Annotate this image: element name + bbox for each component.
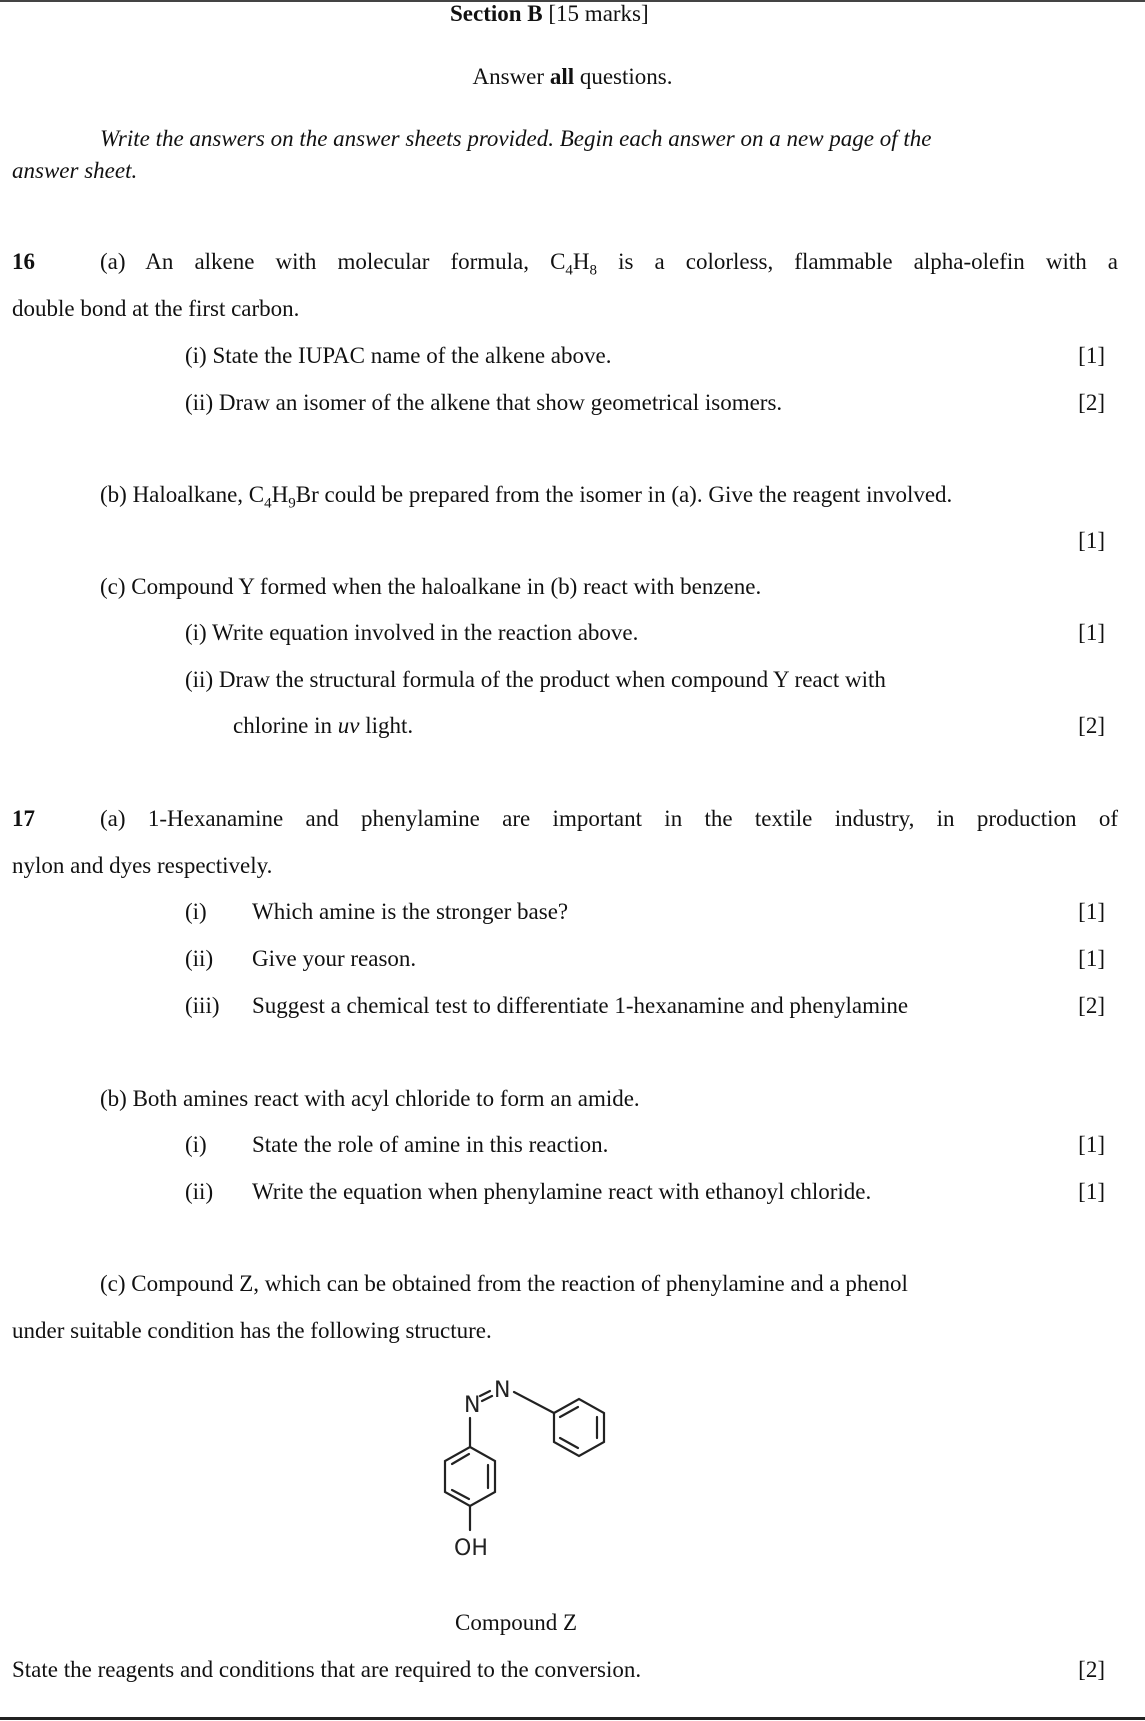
q17-b-i-number: (i) — [185, 1132, 207, 1157]
q17-a-i-number: (i) — [185, 899, 207, 924]
q17-c-line-2: under suitable condition has the following structure. — [12, 1318, 492, 1343]
q17-a-i: Which amine is the stronger base? — [252, 899, 569, 924]
answer-all-line — [0, 63, 1145, 91]
n-to-ring-bond — [514, 1392, 554, 1413]
q16-b-mid: H — [271, 482, 289, 507]
q16-b-sub-2: 9 — [288, 495, 296, 512]
q16-c-ii-pre: chlorine in — [233, 713, 338, 738]
q16-a-text-mid: H — [572, 249, 590, 274]
q16-b-mark: [1] — [1078, 528, 1105, 553]
q16-a-line-1 — [100, 248, 1118, 285]
section-title: Section B — [450, 1, 543, 26]
q16-c-i-mark: [1] — [1078, 620, 1105, 645]
q17-b: (b) Both amines react with acyl chloride to form an amide. — [100, 1086, 640, 1111]
q17-b-i-mark: [1] — [1078, 1132, 1105, 1157]
q16-a-i: (i) State the IUPAC name of the alkene above. — [185, 343, 612, 368]
q17-final-mark: [2] — [1078, 1657, 1105, 1682]
q16-c-ii-uv: uv — [337, 713, 360, 738]
instruction-line-1: Write the answers on the answer sheets provided. Begin each answer on a new page of the — [100, 126, 932, 151]
answer-all-pre: Answer — [472, 64, 545, 89]
q17-a-line-2: nylon and dyes respectively. — [12, 853, 273, 878]
bottom-rule — [0, 1717, 1145, 1720]
q17-a-ii: Give your reason. — [252, 946, 417, 971]
q17-a-iii: Suggest a chemical test to differentiate 1-hexanamine and phenylamine — [252, 993, 909, 1018]
q16-a-ii: (ii) Draw an isomer of the alkene that show geometrical isomers. — [185, 390, 783, 415]
q16-a-text-post: is a colorless, flammable alpha-olefin with a — [597, 249, 1118, 274]
q16-c-ii-line-2 — [233, 712, 413, 740]
q16-b-pre: (b) Haloalkane, C — [100, 482, 265, 507]
q16-c-i: (i) Write equation involved in the reaction above. — [185, 620, 639, 645]
q16-c: (c) Compound Y formed when the haloalkane in (b) react with benzene. — [100, 574, 762, 599]
q17-b-i: State the role of amine in this reaction. — [252, 1132, 609, 1157]
q17-a-ii-number: (ii) — [185, 946, 214, 971]
q16-c-ii-line-1: (ii) Draw the structural formula of the product when compound Y react with — [185, 667, 886, 692]
nitrogen-label-1: N — [464, 1393, 481, 1418]
hydroxyl-label: OH — [454, 1536, 488, 1561]
q16-a-line-2: double bond at the first carbon. — [12, 296, 300, 321]
q16-b — [100, 481, 952, 518]
q16-a-text-pre: (a) An alkene with molecular formula, C — [100, 249, 566, 274]
q17-final-question: State the reagents and conditions that are required to the conversion. — [12, 1657, 642, 1682]
q16-a-sub-1: 4 — [565, 262, 573, 279]
q16-a-sub-2: 8 — [589, 262, 598, 279]
q16-c-ii-mark: [2] — [1078, 713, 1105, 738]
q17-a-line-1: (a) 1-Hexanamine and phenylamine are important in the textile industry, in production of — [100, 806, 1118, 831]
q17-c-line-1: (c) Compound Z, which can be obtained from the reaction of phenylamine and a phenol — [100, 1271, 908, 1296]
question-17-number: 17 — [12, 806, 35, 831]
q16-b-post: Br could be prepared from the isomer in (a). Give the reagent involved. — [295, 482, 953, 507]
q17-b-ii-mark: [1] — [1078, 1179, 1105, 1204]
q17-b-ii-number: (ii) — [185, 1179, 214, 1204]
compound-z-caption: Compound Z — [455, 1610, 578, 1635]
answer-all-bold: all — [549, 64, 575, 89]
q17-a-i-mark: [1] — [1078, 899, 1105, 924]
azo-double-bond-1 — [480, 1391, 490, 1396]
section-heading — [450, 0, 649, 28]
q16-a-i-mark: [1] — [1078, 343, 1105, 368]
compound-z-structure — [420, 1370, 620, 1580]
q16-b-sub-1: 4 — [264, 495, 272, 512]
q16-c-ii-post: light. — [359, 713, 414, 738]
q16-a-ii-mark: [2] — [1078, 390, 1105, 415]
nitrogen-label-2: N — [494, 1378, 511, 1403]
section-marks: [15 marks] — [548, 1, 649, 26]
q17-b-ii: Write the equation when phenylamine react with ethanoyl chloride. — [252, 1179, 872, 1204]
q17-a-ii-mark: [1] — [1078, 946, 1105, 971]
q17-a-iii-mark: [2] — [1078, 993, 1105, 1018]
instruction-line-2: answer sheet. — [12, 158, 138, 183]
azo-double-bond-2 — [482, 1396, 492, 1401]
q17-a-iii-number: (iii) — [185, 993, 220, 1018]
answer-all-post: questions. — [579, 64, 673, 89]
question-16-number: 16 — [12, 249, 35, 274]
